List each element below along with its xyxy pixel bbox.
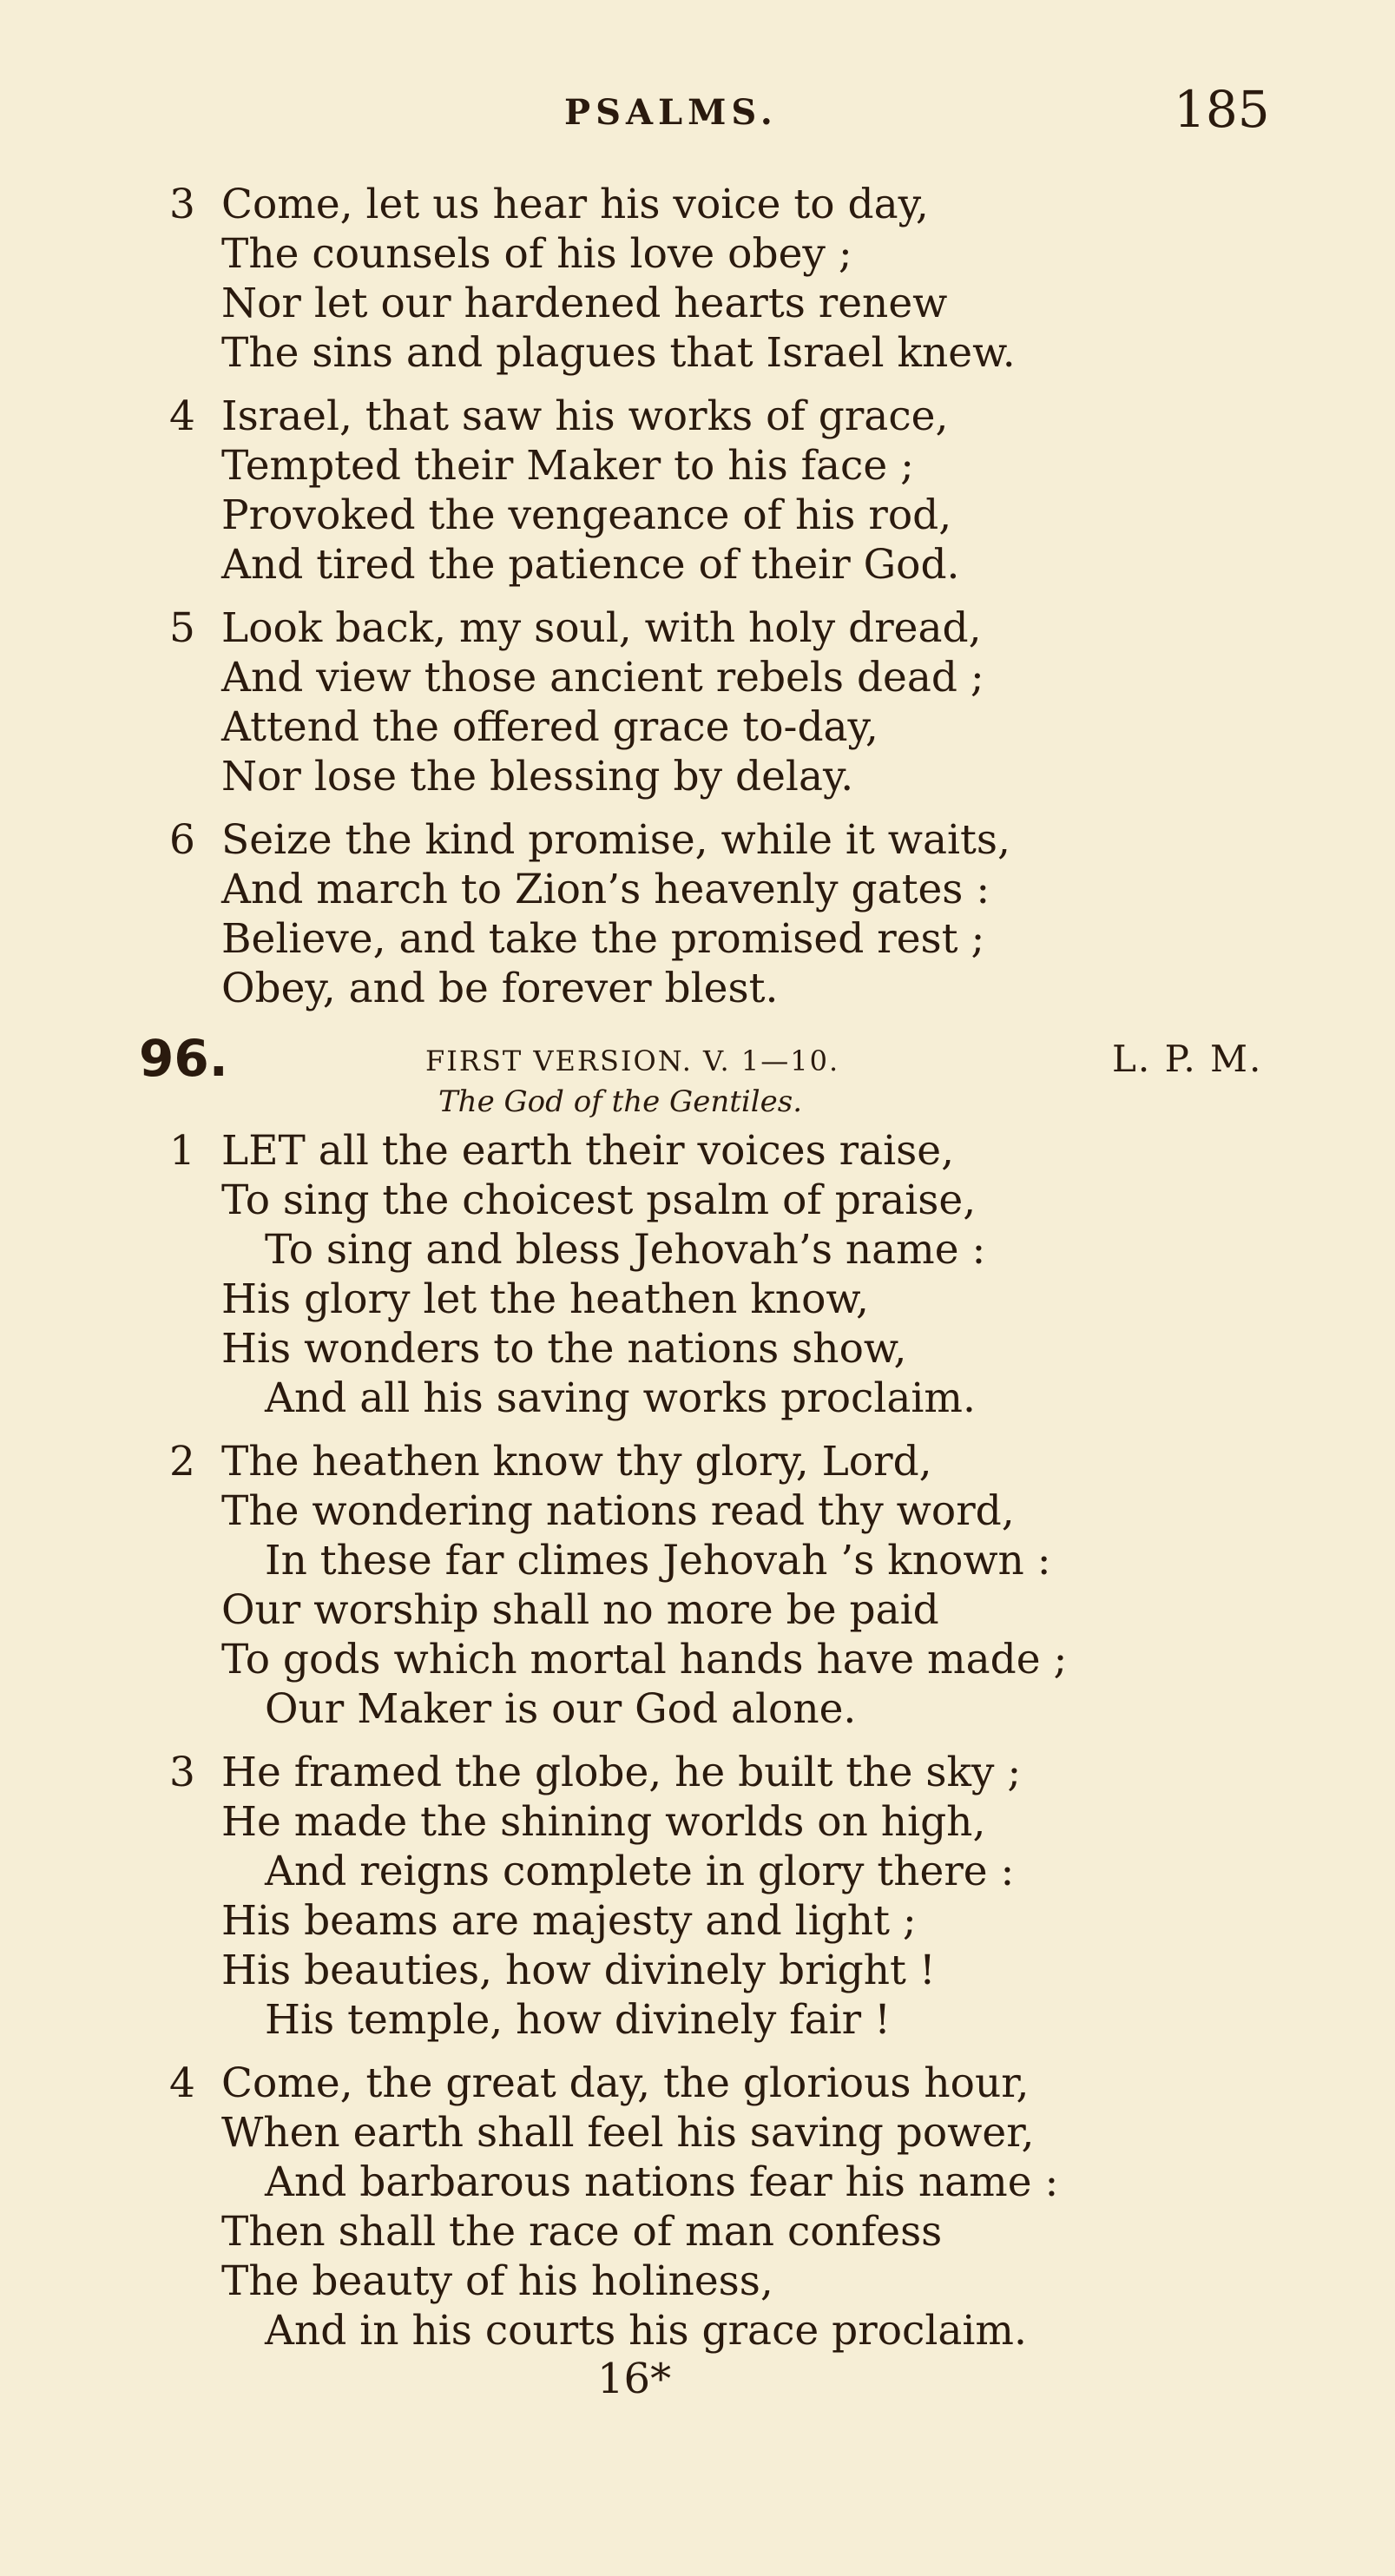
verse-line: Believe, and take the promised rest ; — [221, 915, 985, 963]
verse-line: His beauties, how divinely bright ! — [221, 1947, 936, 1994]
verse-line: In these far climes Jehovah ’s known : — [265, 1537, 1051, 1584]
hymn-stanza-2 — [169, 1437, 1289, 1734]
stanza-number: 4 — [169, 392, 195, 440]
hymn-version: FIRST VERSION. V. 1—10. — [425, 1044, 840, 1077]
hymn-meter: L. P. M. — [1112, 1038, 1263, 1080]
verse-line: And march to Zion’s heavenly gates : — [221, 866, 990, 913]
hymn-stanza-3 — [169, 1748, 1289, 2045]
running-head — [0, 80, 1395, 141]
stanza-number: 1 — [169, 1127, 195, 1175]
verse-line: He made the shining worlds on high, — [221, 1798, 986, 1846]
verse-line: And reigns complete in glory there : — [265, 1848, 1015, 1895]
stanza-number: 4 — [169, 2059, 195, 2107]
verse-line: The counsels of his love obey ; — [221, 230, 852, 278]
verse-line: Look back, my soul, with holy dread, — [221, 604, 982, 652]
verse-line: Nor lose the blessing by delay. — [221, 753, 854, 800]
stanza-number: 3 — [169, 1749, 195, 1796]
verse-line: And view those ancient rebels dead ; — [221, 654, 984, 702]
verse-line: Come, the great day, the glorious hour, — [221, 2059, 1030, 2107]
verse-line: The heathen know thy glory, Lord, — [221, 1438, 932, 1486]
verse-line: When earth shall feel his saving power, — [221, 2109, 1035, 2157]
verse-line: To gods which mortal hands have made ; — [221, 1636, 1068, 1683]
hymn-subtitle: The God of the Gentiles. — [438, 1084, 803, 1119]
signature-mark: 16* — [597, 2355, 672, 2403]
verse-line: Israel, that saw his works of grace, — [221, 392, 949, 440]
verse-line: The beauty of his holiness, — [221, 2257, 773, 2305]
page-number: 185 — [1174, 80, 1270, 139]
verse-line: He framed the globe, he built the sky ; — [221, 1749, 1022, 1796]
hymn-stanza-1 — [169, 1126, 1289, 1423]
stanza-4 — [169, 392, 1289, 590]
verse-line: Then shall the race of man confess — [221, 2208, 943, 2256]
verse-line: Our worship shall no more be paid — [221, 1586, 939, 1634]
verse-line: His temple, how divinely fair ! — [265, 1996, 891, 2044]
verse-line: His wonders to the nations show, — [221, 1325, 907, 1373]
stanza-3 — [169, 180, 1289, 378]
verse-line: Our Maker is our God alone. — [265, 1685, 857, 1733]
verse-line: Seize the kind promise, while it waits, — [221, 816, 1010, 864]
running-title: PSALMS. — [564, 92, 778, 133]
stanza-number: 3 — [169, 181, 195, 228]
verse-line: And all his saving works proclaim. — [265, 1374, 976, 1422]
stanza-number: 6 — [169, 816, 195, 864]
verse-line: To sing and bless Jehovah’s name : — [265, 1226, 986, 1274]
verse-line: Nor let our hardened hearts renew — [221, 280, 948, 327]
verse-line: Obey, and be forever blest. — [221, 965, 779, 1012]
verse-line: The wondering nations read thy word, — [221, 1487, 1015, 1535]
verse-line: LET all the earth their voices raise, — [221, 1127, 955, 1175]
verse-line: And barbarous nations fear his name : — [265, 2158, 1059, 2206]
hymn-stanza-4 — [169, 2059, 1289, 2355]
hymn-number: 96. — [139, 1029, 228, 1088]
stanza-number: 2 — [169, 1438, 195, 1486]
verse-line: Attend the offered grace to-day, — [221, 703, 878, 751]
verse-line: Provoked the vengeance of his rod, — [221, 491, 952, 539]
verse-line: Tempted their Maker to his face ; — [221, 442, 914, 490]
verse-line: Come, let us hear his voice to day, — [221, 181, 929, 228]
verse-line: And tired the patience of their God. — [221, 541, 960, 589]
stanza-number: 5 — [169, 604, 195, 652]
verse-line: His beams are majesty and light ; — [221, 1897, 917, 1945]
verse-line: His glory let the heathen know, — [221, 1275, 869, 1323]
stanza-6 — [169, 815, 1289, 1013]
text-block — [139, 180, 1289, 2355]
verse-line: The sins and plagues that Israel knew. — [221, 329, 1016, 377]
stanza-5 — [169, 603, 1289, 801]
verse-line: To sing the choicest psalm of praise, — [221, 1176, 977, 1224]
verse-line: And in his courts his grace proclaim. — [265, 2307, 1027, 2355]
hymn-header — [139, 1027, 1289, 1123]
